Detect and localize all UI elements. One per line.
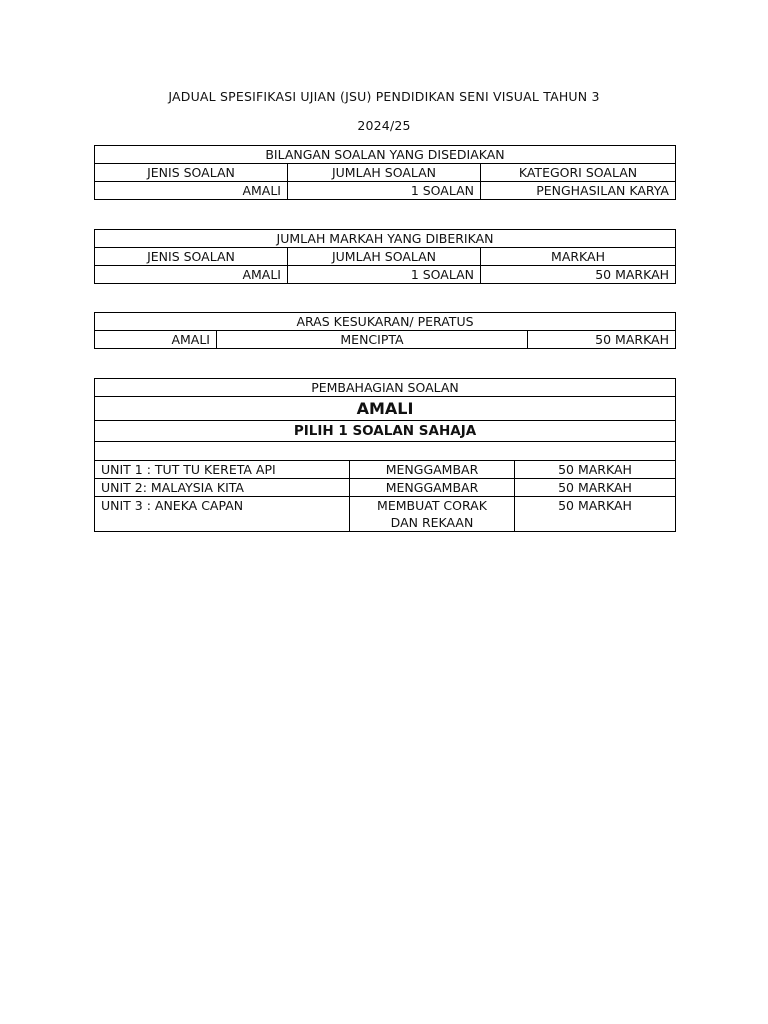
marks-cell: 50 MARKAH: [515, 497, 676, 532]
table-cell: MENCIPTA: [217, 331, 528, 349]
table-heading: PEMBAHAGIAN SOALAN: [95, 379, 676, 397]
instruction-text: PILIH 1 SOALAN SAHAJA: [95, 421, 676, 442]
document-title: JADUAL SPESIFIKASI UJIAN (JSU) PENDIDIKAN SENI VISUAL TAHUN 3: [168, 89, 600, 104]
activity-cell: MENGGAMBAR: [350, 479, 515, 497]
table-cell: AMALI: [95, 266, 288, 284]
unit-cell: UNIT 2: MALAYSIA KITA: [95, 479, 350, 497]
difficulty-table: [94, 312, 676, 349]
document-year: 2024/25: [357, 118, 411, 133]
activity-cell: MENGGAMBAR: [350, 461, 515, 479]
marks-cell: 50 MARKAH: [515, 479, 676, 497]
table-heading: ARAS KESUKARAN/ PERATUS: [95, 313, 676, 331]
column-header: JUMLAH SOALAN: [288, 248, 481, 266]
table-heading: JUMLAH MARKAH YANG DIBERIKAN: [95, 230, 676, 248]
spacer-row: [95, 442, 676, 461]
table-cell: PENGHASILAN KARYA: [481, 182, 676, 200]
column-header: JENIS SOALAN: [95, 164, 288, 182]
table-cell: AMALI: [95, 331, 217, 349]
table-cell: 1 SOALAN: [288, 182, 481, 200]
unit-cell: UNIT 1 : TUT TU KERETA API: [95, 461, 350, 479]
column-header: JUMLAH SOALAN: [288, 164, 481, 182]
section-title: AMALI: [95, 397, 676, 421]
column-header: JENIS SOALAN: [95, 248, 288, 266]
question-distribution-table: [94, 378, 676, 532]
table-cell: 1 SOALAN: [288, 266, 481, 284]
table-row: [95, 461, 676, 479]
column-header: MARKAH: [481, 248, 676, 266]
unit-cell: UNIT 3 : ANEKA CAPAN: [95, 497, 350, 532]
question-count-table: [94, 145, 676, 200]
table-row: [95, 479, 676, 497]
table-heading: BILANGAN SOALAN YANG DISEDIAKAN: [95, 146, 676, 164]
marks-table: [94, 229, 676, 284]
activity-cell: MEMBUAT CORAK DAN REKAAN: [350, 497, 515, 532]
marks-cell: 50 MARKAH: [515, 461, 676, 479]
column-header: KATEGORI SOALAN: [481, 164, 676, 182]
table-row: [95, 497, 676, 532]
table-cell: AMALI: [95, 182, 288, 200]
table-cell: 50 MARKAH: [481, 266, 676, 284]
table-cell: 50 MARKAH: [528, 331, 676, 349]
